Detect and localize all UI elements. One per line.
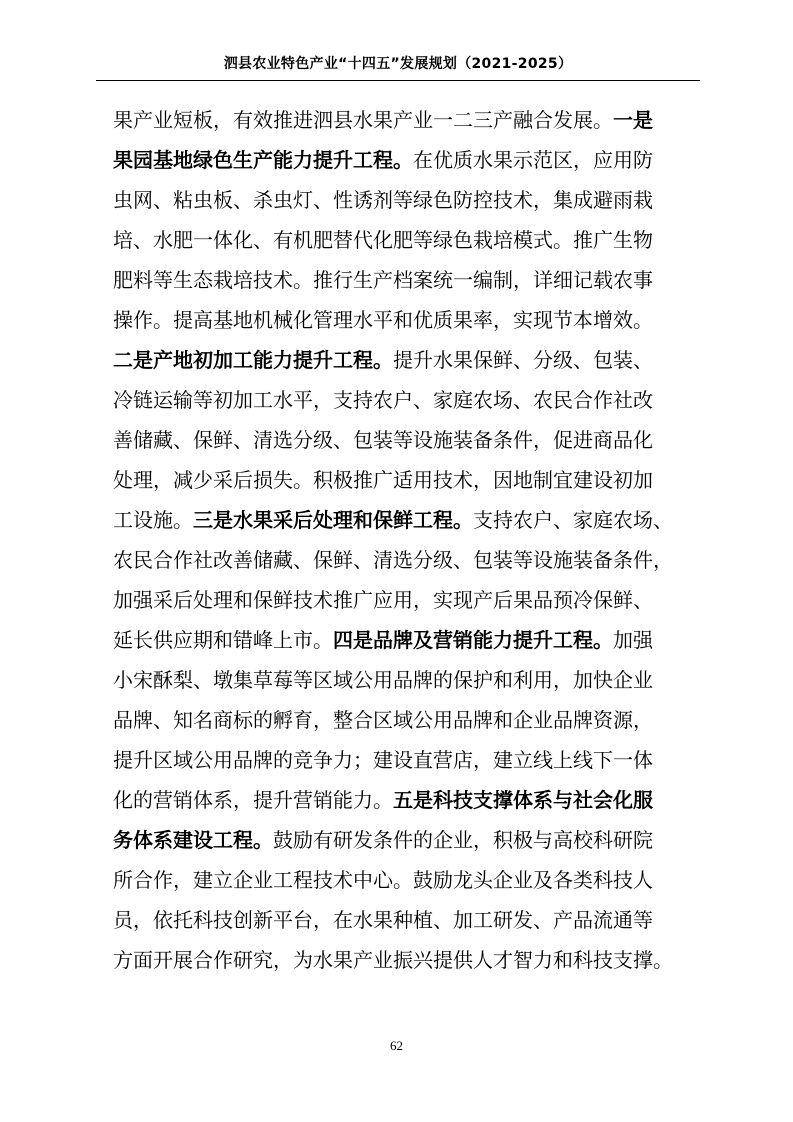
bold-heading-run: 三是水果采后处理和保鲜工程。 — [193, 508, 473, 532]
text-run: 冷链运输等初加工水平，支持农户、家庭农场、农民合作社改 — [113, 388, 653, 412]
bold-heading-run: 一是 — [613, 108, 653, 132]
text-line — [113, 780, 703, 820]
bold-heading-run: 四是品牌及营销能力提升工程。 — [333, 628, 613, 652]
text-run: 支持农户、家庭农场、 — [473, 508, 673, 532]
header-rule — [96, 80, 700, 81]
text-run: 培、水肥一体化、有机肥替代化肥等绿色栽培模式。推广生物 — [113, 228, 653, 252]
text-line — [113, 140, 703, 180]
text-line — [113, 820, 703, 860]
text-run: 品牌、知名商标的孵育，整合区域公用品牌和企业品牌资源， — [113, 708, 653, 732]
text-line — [113, 380, 703, 420]
bold-heading-run: 果园基地绿色生产能力提升工程。 — [113, 148, 413, 172]
text-line — [113, 620, 703, 660]
text-run: 善储藏、保鲜、清选分级、包装等设施装备条件，促进商品化 — [113, 428, 653, 452]
text-run: 鼓励有研发条件的企业，积极与高校科研院 — [273, 828, 653, 852]
text-run: 肥料等生态栽培技术。推行生产档案统一编制，详细记载农事 — [113, 268, 653, 292]
text-run: 提升区域公用品牌的竞争力；建设直营店，建立线上线下一体 — [113, 748, 653, 772]
body-paragraph — [113, 100, 703, 980]
text-line — [113, 220, 703, 260]
bold-heading-run: 务体系建设工程。 — [113, 828, 273, 852]
text-run: 提升水果保鲜、分级、包装、 — [393, 348, 653, 372]
text-line — [113, 260, 703, 300]
text-run: 在优质水果示范区，应用防 — [413, 148, 653, 172]
text-run: 虫网、粘虫板、杀虫灯、性诱剂等绿色防控技术，集成避雨栽 — [113, 188, 653, 212]
bold-heading-run: 二是产地初加工能力提升工程。 — [113, 348, 393, 372]
text-run: 方面开展合作研究，为水果产业振兴提供人才智力和科技支撑。 — [113, 948, 673, 972]
text-run: 操作。提高基地机械化管理水平和优质果率，实现节本增效。 — [113, 308, 653, 332]
page-number: 62 — [390, 1038, 403, 1053]
text-line — [113, 700, 703, 740]
text-line — [113, 540, 703, 580]
text-run: 所合作，建立企业工程技术中心。鼓励龙头企业及各类科技人 — [113, 868, 653, 892]
text-line — [113, 500, 703, 540]
text-line — [113, 100, 703, 140]
text-line — [113, 580, 703, 620]
text-line — [113, 940, 703, 980]
text-line — [113, 340, 703, 380]
text-run: 农民合作社改善储藏、保鲜、清选分级、包装等设施装备条件， — [113, 548, 673, 572]
page-header: 泗县农业特色产业“十四五”发展规划（2021-2025） — [223, 56, 573, 72]
text-line — [113, 660, 703, 700]
text-run: 小宋酥梨、墩集草莓等区域公用品牌的保护和利用，加快企业 — [113, 668, 653, 692]
text-line — [113, 900, 703, 940]
text-run: 员，依托科技创新平台，在水果种植、加工研发、产品流通等 — [113, 908, 653, 932]
text-run: 化的营销体系，提升营销能力。 — [113, 788, 393, 812]
text-run: 工设施。 — [113, 508, 193, 532]
text-run: 加强采后处理和保鲜技术推广应用，实现产后果品预冷保鲜、 — [113, 588, 653, 612]
text-run: 加强 — [613, 628, 653, 652]
text-run: 延长供应期和错峰上市。 — [113, 628, 333, 652]
bold-heading-run: 五是科技支撑体系与社会化服 — [393, 788, 653, 812]
text-line — [113, 460, 703, 500]
text-run: 果产业短板，有效推进泗县水果产业一二三产融合发展。 — [113, 108, 613, 132]
text-line — [113, 860, 703, 900]
text-run: 处理，减少采后损失。积极推广适用技术，因地制宜建设初加 — [113, 468, 653, 492]
text-line — [113, 420, 703, 460]
text-line — [113, 180, 703, 220]
text-line — [113, 300, 703, 340]
text-line — [113, 740, 703, 780]
